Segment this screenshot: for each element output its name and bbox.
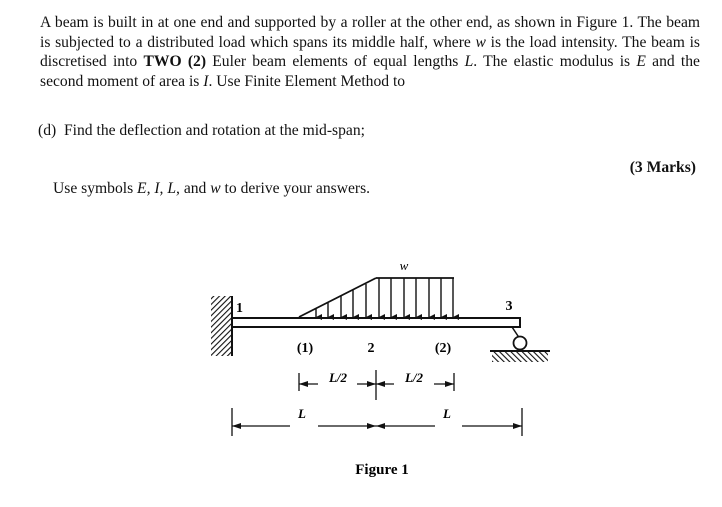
- symbols-vars: E, I, L,: [137, 180, 180, 197]
- part-text: Find the deflection and rotation at the mid-span;: [63, 122, 365, 139]
- intro-text-3: Euler beam elements of equal lengths: [206, 53, 465, 71]
- part-label: (d): [38, 122, 57, 139]
- symbols-text-1: Use symbols: [53, 180, 138, 197]
- intro-text-6: . Use Finite Element Method to: [208, 72, 406, 90]
- intro-text-2: is the load intensity. The beam is discretised into: [40, 33, 700, 71]
- dim-left-label: L: [298, 406, 306, 421]
- dimension-element-lengths: [232, 408, 522, 436]
- intro-w-symbol: w: [475, 33, 486, 51]
- intro-l-symbol: L: [464, 53, 474, 71]
- symbols-text-2: and: [179, 180, 211, 197]
- element-2-label: (2): [434, 341, 452, 356]
- node-2-label: 2: [367, 341, 375, 356]
- load-w-label: w: [399, 258, 409, 273]
- dimension-half-lengths: [299, 370, 454, 400]
- node-3-label: 3: [505, 299, 513, 314]
- intro-text-1: A beam is built in at one end and supported by a roller at the other end, as shown in Figure 1. The beam is subjected to a distributed load which spans its middle half, where: [40, 14, 700, 51]
- roller-support: [490, 327, 550, 362]
- intro-e-symbol: E: [636, 53, 646, 71]
- figure-caption: Figure 1: [355, 462, 409, 478]
- marks-label: (3 Marks): [629, 159, 696, 176]
- intro-text-5: and the second moment of area is: [40, 53, 700, 90]
- dim-half-left-label: L/2: [328, 370, 348, 385]
- symbols-text-3: to derive your answers.: [220, 180, 371, 197]
- symbols-w: w: [210, 180, 221, 197]
- node-1-label: 1: [236, 301, 243, 316]
- beam: [232, 318, 520, 327]
- element-1-label: (1): [296, 341, 314, 356]
- intro-bold-count: TWO (2): [143, 53, 207, 71]
- dim-half-right-label: L/2: [404, 370, 424, 385]
- intro-text-4: . The elastic modulus is: [473, 53, 637, 71]
- distributed-load: [299, 278, 454, 317]
- intro-i-symbol: I: [203, 72, 209, 90]
- dim-right-label: L: [443, 406, 451, 421]
- fixed-wall-support: [211, 296, 232, 356]
